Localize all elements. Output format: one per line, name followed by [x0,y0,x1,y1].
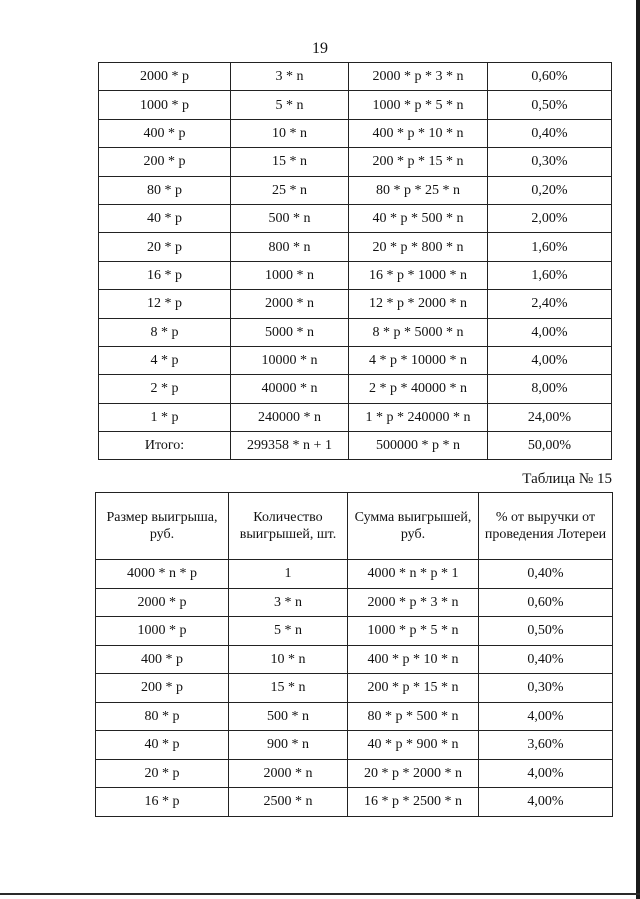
cell-prize-sum: 500000 * p * n [349,432,488,460]
cell-prize-sum: 400 * p * 10 * n [349,119,488,147]
cell-revenue-percent: 0,60% [479,588,613,617]
cell-revenue-percent: 24,00% [488,403,612,431]
cell-prize-size: 8 * p [99,318,231,346]
cell-prize-count: 3 * n [231,63,349,91]
cell-prize-sum: 8 * p * 5000 * n [349,318,488,346]
table-row [96,731,613,760]
cell-revenue-percent: 4,00% [479,788,613,817]
cell-prize-size: 80 * p [99,176,231,204]
table-row [99,176,612,204]
cell-prize-count: 1000 * n [231,261,349,289]
cell-prize-size: 12 * p [99,290,231,318]
cell-prize-size: 4000 * n * p [96,560,229,589]
table-row [96,788,613,817]
cell-prize-sum: 40 * p * 900 * n [348,731,479,760]
cell-prize-count: 2000 * n [231,290,349,318]
cell-prize-count: 40000 * n [231,375,349,403]
prize-table-15-body [96,560,613,817]
table-row [99,233,612,261]
header-prize-size: Размер выигрыша, руб. [96,493,229,560]
cell-prize-count: 15 * n [229,674,348,703]
table-row [99,119,612,147]
table-row [96,588,613,617]
cell-revenue-percent: 8,00% [488,375,612,403]
cell-prize-sum: 200 * p * 15 * n [349,148,488,176]
cell-prize-count: 2000 * n [229,759,348,788]
cell-prize-sum: 200 * p * 15 * n [348,674,479,703]
cell-revenue-percent: 2,00% [488,204,612,232]
cell-prize-size: Итого: [99,432,231,460]
table-row [99,91,612,119]
table-row [99,403,612,431]
cell-revenue-percent: 0,20% [488,176,612,204]
header-revenue-percent: % от выручки от проведения Лотереи [479,493,613,560]
cell-revenue-percent: 2,40% [488,290,612,318]
table-header-row [96,493,613,560]
scan-edge-bottom [0,893,640,895]
table-row [99,261,612,289]
header-prize-sum: Сумма выигрышей, руб. [348,493,479,560]
cell-prize-count: 10 * n [231,119,349,147]
cell-prize-sum: 2000 * p * 3 * n [348,588,479,617]
cell-prize-count: 10000 * n [231,346,349,374]
cell-prize-size: 1 * p [99,403,231,431]
cell-prize-count: 240000 * n [231,403,349,431]
cell-prize-sum: 1 * p * 240000 * n [349,403,488,431]
cell-prize-size: 40 * p [96,731,229,760]
cell-prize-count: 3 * n [229,588,348,617]
cell-revenue-percent: 4,00% [479,759,613,788]
cell-revenue-percent: 1,60% [488,261,612,289]
cell-prize-sum: 1000 * p * 5 * n [349,91,488,119]
cell-revenue-percent: 0,30% [488,148,612,176]
cell-prize-sum: 1000 * p * 5 * n [348,617,479,646]
cell-revenue-percent: 3,60% [479,731,613,760]
cell-prize-size: 200 * p [96,674,229,703]
table-row [96,759,613,788]
cell-prize-sum: 2 * p * 40000 * n [349,375,488,403]
table-row [96,674,613,703]
cell-prize-sum: 20 * p * 800 * n [349,233,488,261]
cell-prize-size: 20 * p [96,759,229,788]
cell-prize-size: 4 * p [99,346,231,374]
cell-revenue-percent: 4,00% [488,346,612,374]
cell-revenue-percent: 0,50% [488,91,612,119]
table-15-caption: Таблица № 15 [522,471,612,487]
cell-prize-size: 400 * p [99,119,231,147]
cell-revenue-percent: 4,00% [488,318,612,346]
cell-prize-count: 15 * n [231,148,349,176]
cell-prize-sum: 4000 * n * p * 1 [348,560,479,589]
scan-edge-right [636,0,640,899]
cell-prize-count: 2500 * n [229,788,348,817]
cell-prize-sum: 4 * p * 10000 * n [349,346,488,374]
header-prize-count: Количество выигрышей, шт. [229,493,348,560]
cell-prize-count: 25 * n [231,176,349,204]
cell-revenue-percent: 0,40% [479,560,613,589]
table-row [99,346,612,374]
table-row [99,375,612,403]
cell-prize-size: 40 * p [99,204,231,232]
cell-prize-size: 16 * p [99,261,231,289]
table-row [96,702,613,731]
table-row [96,617,613,646]
cell-prize-count: 10 * n [229,645,348,674]
cell-revenue-percent: 4,00% [479,702,613,731]
cell-revenue-percent: 0,50% [479,617,613,646]
cell-prize-sum: 20 * p * 2000 * n [348,759,479,788]
cell-prize-count: 500 * n [229,702,348,731]
cell-prize-size: 2 * p [99,375,231,403]
cell-prize-count: 800 * n [231,233,349,261]
cell-prize-count: 5 * n [231,91,349,119]
table-row [99,148,612,176]
cell-prize-size: 2000 * p [96,588,229,617]
prize-table-15 [95,492,613,817]
cell-prize-sum: 16 * p * 2500 * n [348,788,479,817]
cell-revenue-percent: 50,00% [488,432,612,460]
table-row [99,432,612,460]
cell-prize-sum: 2000 * p * 3 * n [349,63,488,91]
cell-prize-count: 5000 * n [231,318,349,346]
cell-prize-size: 400 * p [96,645,229,674]
table-row [99,204,612,232]
table-row [99,290,612,318]
cell-revenue-percent: 0,30% [479,674,613,703]
cell-prize-count: 900 * n [229,731,348,760]
prize-table-continued [98,62,612,460]
cell-prize-count: 299358 * n + 1 [231,432,349,460]
cell-revenue-percent: 0,40% [479,645,613,674]
cell-prize-size: 16 * p [96,788,229,817]
table-row [96,560,613,589]
cell-prize-sum: 400 * p * 10 * n [348,645,479,674]
cell-prize-sum: 16 * p * 1000 * n [349,261,488,289]
cell-prize-size: 20 * p [99,233,231,261]
cell-prize-count: 5 * n [229,617,348,646]
cell-prize-sum: 80 * p * 500 * n [348,702,479,731]
cell-prize-sum: 40 * p * 500 * n [349,204,488,232]
table-row [99,318,612,346]
cell-revenue-percent: 0,60% [488,63,612,91]
cell-revenue-percent: 1,60% [488,233,612,261]
cell-prize-count: 1 [229,560,348,589]
cell-prize-size: 1000 * p [96,617,229,646]
cell-revenue-percent: 0,40% [488,119,612,147]
cell-prize-size: 1000 * p [99,91,231,119]
table-row [96,645,613,674]
cell-prize-size: 80 * p [96,702,229,731]
cell-prize-sum: 12 * p * 2000 * n [349,290,488,318]
page-number: 19 [312,40,328,57]
table-row [99,63,612,91]
cell-prize-size: 2000 * p [99,63,231,91]
cell-prize-size: 200 * p [99,148,231,176]
prize-table-continued-body [99,63,612,460]
cell-prize-count: 500 * n [231,204,349,232]
cell-prize-sum: 80 * p * 25 * n [349,176,488,204]
